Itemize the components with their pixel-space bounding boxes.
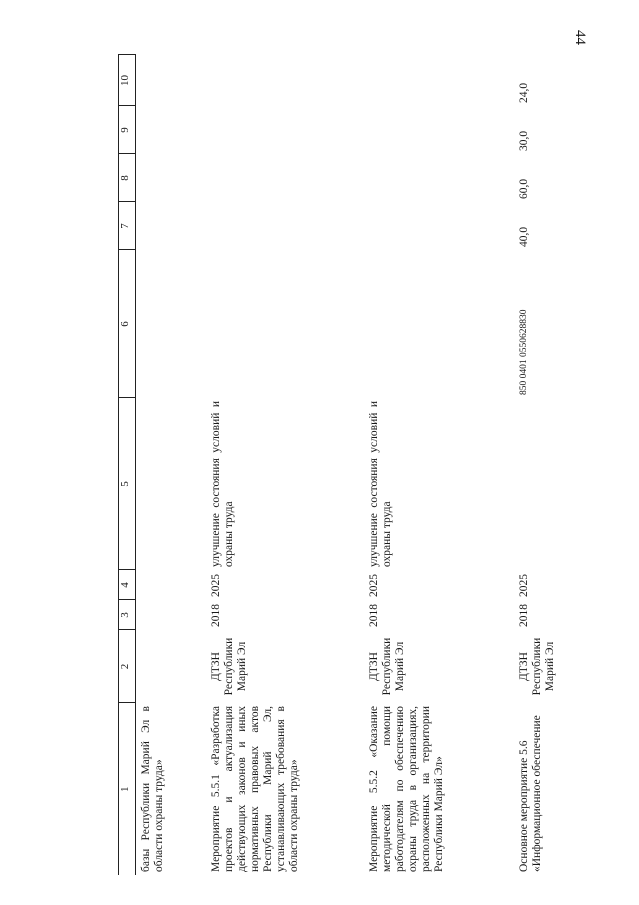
end-year-cell <box>136 570 206 600</box>
executor-cell <box>136 630 206 703</box>
value-cell: 30,0 <box>517 130 530 151</box>
value-cell <box>206 154 364 202</box>
value-cell: 60,0 <box>517 178 530 199</box>
value-cell <box>206 202 364 250</box>
table-row <box>136 55 206 875</box>
col-header-8: 8 <box>119 154 136 202</box>
start-year-cell: 2018 <box>517 604 530 627</box>
end-year-cell: 2025 <box>209 574 222 597</box>
value-cell <box>364 202 514 250</box>
end-year-cell: 2025 <box>517 574 530 597</box>
table-row <box>206 55 364 875</box>
budget-code-cell: 850 0401 0550628830 <box>518 309 529 395</box>
result-cell: улучшение состояния условий и охраны труда <box>367 401 393 567</box>
budget-code-cell <box>364 250 514 398</box>
executor-cell: ДТЗН Республики Марий Эл <box>209 637 248 696</box>
value-cell <box>364 154 514 202</box>
table-row <box>514 55 604 875</box>
measure-name-cell: Мероприятие 5.5.1 «Разработка проектов и актуализация действующих законов и иных нормативных правовых актов Республики Марий Эл, устанавливающих требования в области охраны труда» <box>209 706 300 872</box>
start-year-cell: 2018 <box>367 604 380 627</box>
start-year-cell <box>136 600 206 630</box>
col-header-4: 4 <box>119 570 136 600</box>
col-header-1: 1 <box>119 703 136 875</box>
value-cell: 24,0 <box>517 82 530 103</box>
executor-cell: ДТЗН Республики Марий Эл <box>367 637 406 696</box>
start-year-cell: 2018 <box>209 604 222 627</box>
program-measures-table <box>118 55 604 876</box>
budget-code-cell <box>206 250 364 398</box>
value-cell <box>136 55 206 106</box>
value-cell <box>364 106 514 154</box>
value-cell <box>364 55 514 106</box>
result-cell <box>136 398 206 570</box>
measure-name-cell: Мероприятие 5.5.2 «Оказание методической помощи работодателям по обеспечению охраны труда в организациях, расположенных на территории Республики Марий Эл» <box>367 706 445 872</box>
page-number: 44 <box>572 30 588 45</box>
executor-cell: ДТЗН Республики Марий Эл <box>517 637 556 696</box>
budget-code-cell <box>136 250 206 398</box>
col-header-6: 6 <box>119 250 136 398</box>
measure-name-cell: Основное мероприятие 5.6 «Информационное обеспечение <box>517 715 543 872</box>
col-header-5: 5 <box>119 398 136 570</box>
col-header-10: 10 <box>119 55 136 106</box>
table-header <box>119 55 136 875</box>
col-header-3: 3 <box>119 600 136 630</box>
end-year-cell: 2025 <box>367 574 380 597</box>
value-cell <box>206 106 364 154</box>
value-cell <box>136 154 206 202</box>
value-cell <box>206 55 364 106</box>
result-cell: улучшение состояния условий и охраны труда <box>209 401 235 567</box>
col-header-2: 2 <box>119 630 136 703</box>
table-row <box>364 55 514 875</box>
value-cell <box>136 202 206 250</box>
result-cell <box>514 398 604 570</box>
col-header-7: 7 <box>119 202 136 250</box>
value-cell <box>136 106 206 154</box>
col-header-9: 9 <box>119 106 136 154</box>
value-cell: 40,0 <box>517 226 530 247</box>
measure-name-cell: базы Республики Марий Эл в области охраны труда» <box>140 706 165 872</box>
